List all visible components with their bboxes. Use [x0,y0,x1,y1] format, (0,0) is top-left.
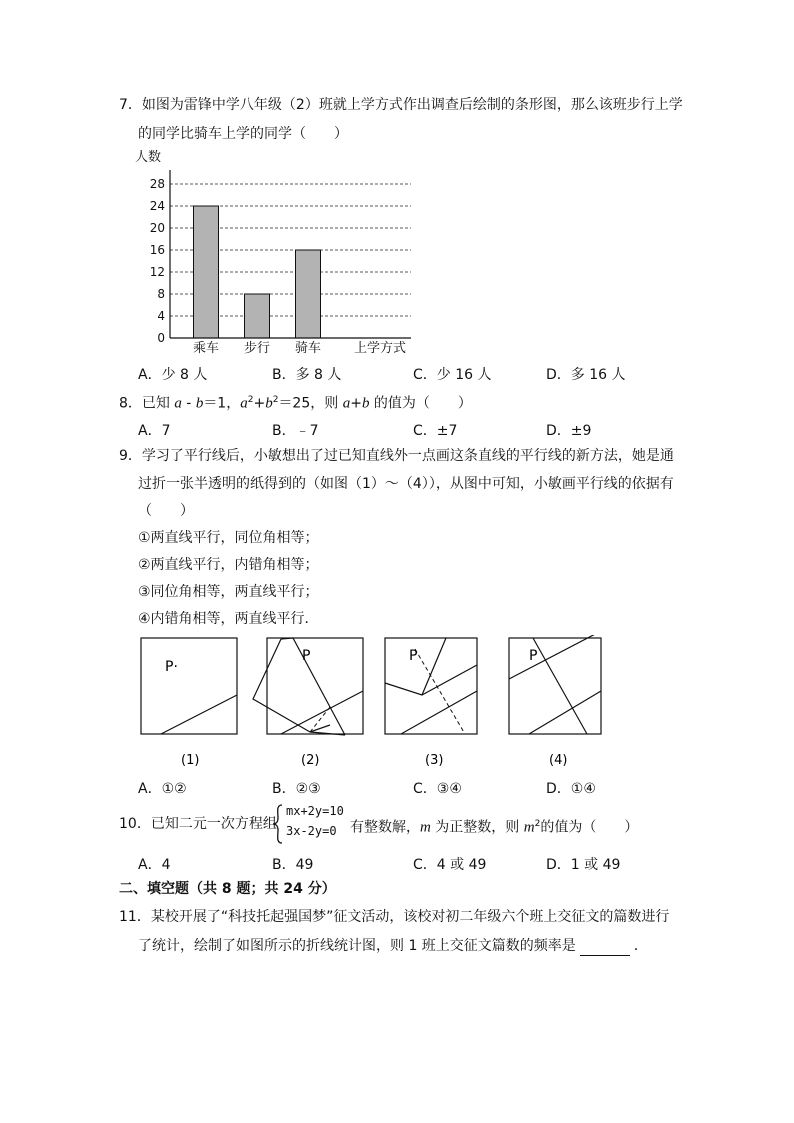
q10-equation-1: mx+2y=10 [286,804,344,818]
figure-1-caption: (1) [181,753,200,768]
figure-3 [385,638,477,768]
q11-stem-line2: 了统计，绘制了如图所示的折线统计图，则 1 班上交征文篇数的频率是 ． [138,938,648,954]
chart-y-tick-label: 16 [149,243,165,257]
section-title: 二、填空题（共 8 题；共 24 分） [119,881,336,897]
chart-bar-2 [296,250,321,338]
chart-y-tick-label: 8 [157,287,165,301]
chart-y-tick-label: 12 [149,265,165,279]
chart-y-tick-label: 28 [149,177,165,191]
brace-icon [272,804,284,844]
q9-option-b[interactable]: B．②③ [272,781,321,797]
q7-option-c[interactable]: C．少 16 人 [413,367,492,383]
q10-prefix: 10．已知二元一次方程组 [119,816,277,832]
q8-option-a[interactable]: A．7 [138,423,171,439]
chart-y-tick-label: 20 [149,221,165,235]
q11-stem-line1: 11．某校开展了“科技托起强国梦”征文活动，该校对初二年级六个班上交征文的篇数进行 [119,909,670,925]
figure-2 [253,638,363,768]
figure-1-point-label: P· [165,659,178,675]
q11-answer-blank[interactable] [580,941,630,956]
q9-reason-3: ③同位角相等，两直线平行； [138,584,319,600]
chart-x-axis-label: 上学方式 [354,341,407,356]
q9-stem-line2: 过折一张半透明的纸得到的（如图（1）～（4）），从图中可知，小敏画平行线的依据有 [138,476,674,492]
chart-y-axis-label: 人数 [135,150,162,165]
q9-reason-4: ④内错角相等，两直线平行． [138,611,319,627]
chart-y-tick-label: 4 [157,309,165,323]
q10-option-b[interactable]: B．49 [272,857,314,873]
q10-stem-rest: 有整数解，m 为正整数，则 $m^2$的值为（ ） [350,819,639,836]
q8-option-b[interactable]: B．﹣7 [272,423,319,439]
q10-option-d[interactable]: D．1 或 49 [546,857,621,873]
figure-4-point-label: P [529,648,538,664]
chart-category-label: 乘车 [192,341,220,356]
chart-category-label: 骑车 [294,341,322,356]
q9-option-a[interactable]: A．①② [138,781,187,797]
q7-stem-line2: 的同学比骑车上学的同学（ ） [138,126,348,142]
q9-reason-1: ①两直线平行，同位角相等； [138,530,319,546]
q7-stem-line1: 7．如图为雷锋中学八年级（2）班就上学方式作出调查后绘制的条形图，那么该班步行上学 [119,97,683,113]
figure-2-point-label: P [302,648,311,664]
figure-2-caption: (2) [301,753,320,768]
figure-1 [141,638,237,768]
q7-option-d[interactable]: D．多 16 人 [546,367,626,383]
chart-axes [150,170,411,356]
q9-option-d[interactable]: D．①④ [546,781,596,797]
figure-4-caption: (4) [549,753,568,768]
figure-4 [509,635,601,768]
paper-folding-figures [135,635,615,770]
chart-category-label: 步行 [243,341,271,356]
chart-y-tick-label: 0 [157,331,165,345]
q9-reason-2: ②两直线平行，内错角相等； [138,557,319,573]
q10-option-a[interactable]: A．4 [138,857,171,873]
figure-3-caption: (3) [425,753,444,768]
q9-stem-line1: 9．学习了平行线后，小敏想出了过已知直线外一点画这条直线的平行线的新方法，她是通 [119,448,674,464]
figure-3-point-label: P [409,648,418,664]
q9-stem-line3: （ ） [138,503,194,519]
q8-option-c[interactable]: C．±7 [413,423,458,439]
q8-option-d[interactable]: D．±9 [546,423,592,439]
q8-stem: 8．已知 a - b＝1，$a^2+b^2=25$，则 a+b 的值为（ ） [119,395,472,412]
q7-option-a[interactable]: A．少 8 人 [138,367,208,383]
chart-bar-0 [194,206,219,338]
chart-y-tick-label: 24 [149,199,165,213]
q10-equation-2: 3x-2y=0 [286,824,337,838]
q7-option-b[interactable]: B．多 8 人 [272,367,342,383]
q10-option-c[interactable]: C．4 或 49 [413,857,487,873]
bar-chart [130,142,430,362]
q9-option-c[interactable]: C．③④ [413,781,462,797]
chart-bar-1 [245,294,270,338]
